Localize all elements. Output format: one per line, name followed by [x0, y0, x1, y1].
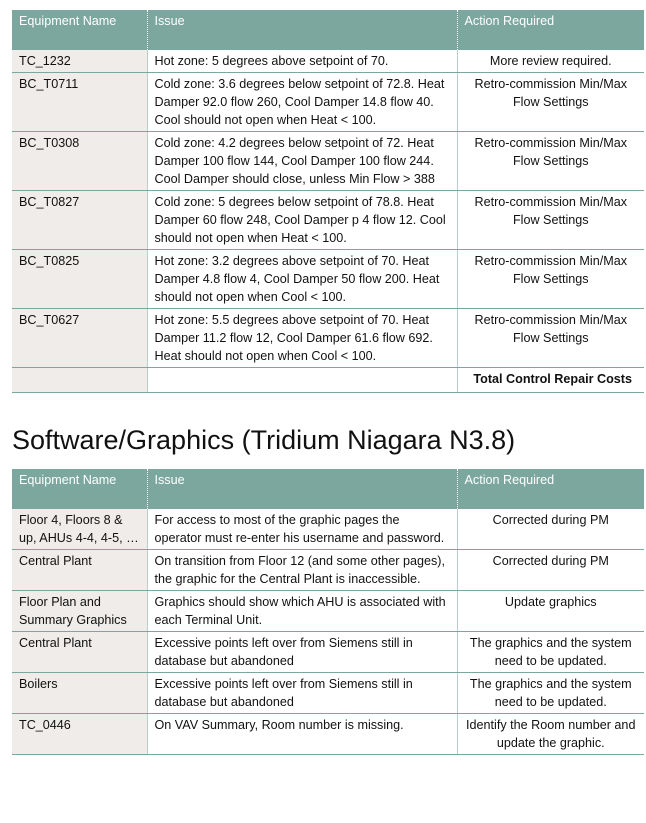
action-cell: Retro-commission Min/Max Flow Settings [457, 250, 644, 309]
column-header-action: Action Required [457, 10, 644, 50]
table-row [12, 191, 644, 250]
action-cell: More review required. [457, 50, 644, 73]
equipment-cell: Central Plant [12, 550, 147, 591]
action-cell: Identify the Room number and update the graphic. [457, 714, 644, 755]
equipment-cell: BC_T0827 [12, 191, 147, 250]
action-cell: The graphics and the system need to be updated. [457, 632, 644, 673]
table-row [12, 73, 644, 132]
action-cell: Corrected during PM [457, 509, 644, 550]
column-header-equipment: Equipment Name [12, 10, 147, 50]
issue-cell: Cold zone: 3.6 degrees below setpoint of 72.8. Heat Damper 92.0 flow 260, Cool Damper 14.8 flow 40. Cool should not open when Heat < 100. [147, 73, 457, 132]
column-header-action: Action Required [457, 469, 644, 509]
table-row [12, 714, 644, 755]
table-row [12, 309, 644, 368]
issue-cell: Graphics should show which AHU is associated with each Terminal Unit. [147, 591, 457, 632]
equipment-cell: BC_T0825 [12, 250, 147, 309]
action-cell: Retro-commission Min/Max Flow Settings [457, 73, 644, 132]
total-label: Total Control Repair Costs [457, 368, 644, 393]
issue-cell: Excessive points left over from Siemens still in database but abandoned [147, 632, 457, 673]
equipment-cell: BC_T0711 [12, 73, 147, 132]
column-header-issue: Issue [147, 469, 457, 509]
equipment-cell: Floor 4, Floors 8 & up, AHUs 4-4, 4-5, … [12, 509, 147, 550]
issue-cell: Excessive points left over from Siemens still in database but abandoned [147, 673, 457, 714]
table-row [12, 591, 644, 632]
equipment-cell: BC_T0627 [12, 309, 147, 368]
column-header-issue: Issue [147, 10, 457, 50]
equipment-cell: TC_0446 [12, 714, 147, 755]
empty-cell [12, 368, 147, 393]
table-row [12, 250, 644, 309]
issue-cell: Hot zone: 3.2 degrees above setpoint of 70. Heat Damper 4.8 flow 4, Cool Damper 50 flow 200. Heat should not open when Cool < 100. [147, 250, 457, 309]
software-graphics-table [12, 469, 644, 755]
issue-cell: Cold zone: 5 degrees below setpoint of 78.8. Heat Damper 60 flow 248, Cool Damper p 4 flow 12. Cool should not open when Heat < 100. [147, 191, 457, 250]
table-header-row [12, 10, 644, 50]
issue-cell: Cold zone: 4.2 degrees below setpoint of 72. Heat Damper 100 flow 144, Cool Damper 100 flow 244. Cool Damper should close, unless Min Flow > 388 [147, 132, 457, 191]
action-cell: Retro-commission Min/Max Flow Settings [457, 132, 644, 191]
action-cell: Retro-commission Min/Max Flow Settings [457, 191, 644, 250]
table-row [12, 632, 644, 673]
empty-cell [147, 368, 457, 393]
control-issues-table [12, 10, 644, 393]
column-header-equipment: Equipment Name [12, 469, 147, 509]
table-row [12, 50, 644, 73]
equipment-cell: TC_1232 [12, 50, 147, 73]
issue-cell: On transition from Floor 12 (and some other pages), the graphic for the Central Plant is inaccessible. [147, 550, 457, 591]
issue-cell: Hot zone: 5.5 degrees above setpoint of 70. Heat Damper 11.2 flow 12, Cool Damper 61.6 flow 692. Heat should not open when Cool < 100. [147, 309, 457, 368]
issue-cell: Hot zone: 5 degrees above setpoint of 70. [147, 50, 457, 73]
total-row [12, 368, 644, 393]
equipment-cell: BC_T0308 [12, 132, 147, 191]
issue-cell: For access to most of the graphic pages the operator must re-enter his username and password. [147, 509, 457, 550]
section-heading: Software/Graphics (Tridium Niagara N3.8) [12, 425, 516, 455]
equipment-cell: Boilers [12, 673, 147, 714]
equipment-cell: Central Plant [12, 632, 147, 673]
action-cell: Corrected during PM [457, 550, 644, 591]
equipment-cell: Floor Plan and Summary Graphics [12, 591, 147, 632]
action-cell: Retro-commission Min/Max Flow Settings [457, 309, 644, 368]
table-row [12, 673, 644, 714]
action-cell: Update graphics [457, 591, 644, 632]
table-header-row [12, 469, 644, 509]
action-cell: The graphics and the system need to be updated. [457, 673, 644, 714]
table-row [12, 550, 644, 591]
issue-cell: On VAV Summary, Room number is missing. [147, 714, 457, 755]
table-row [12, 509, 644, 550]
table-row [12, 132, 644, 191]
